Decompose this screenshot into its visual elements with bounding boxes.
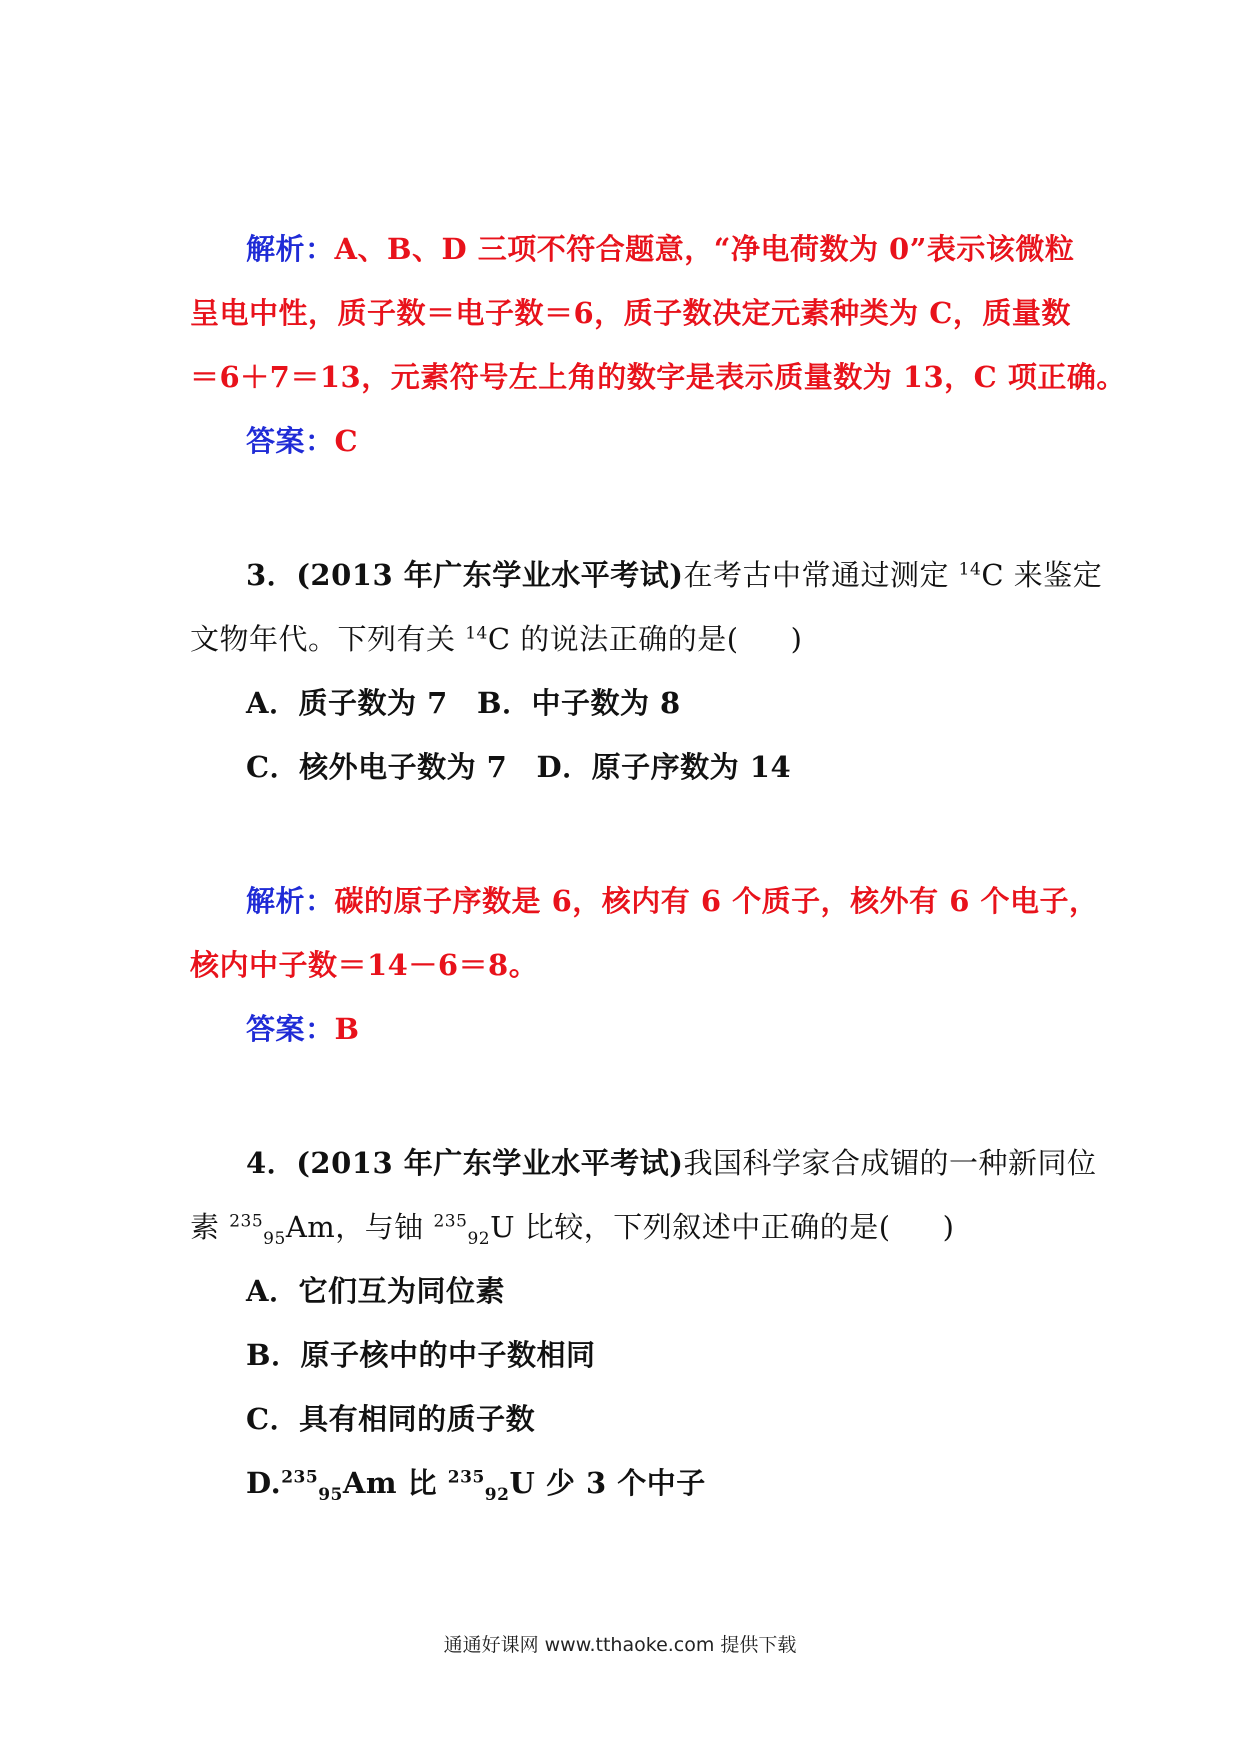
option-d: D．原子序数为 14 xyxy=(536,750,792,784)
answer-value: C xyxy=(334,424,359,458)
q4-option-c xyxy=(246,1401,535,1437)
close-paren: ) xyxy=(790,622,803,656)
element-symbol: C xyxy=(487,622,511,656)
analysis-text: 碳的原子序数是 6，核内有 6 个质子，核外有 6 个电子， xyxy=(334,884,1099,918)
answer-label: 答案： xyxy=(246,424,335,458)
q4-option-d xyxy=(246,1465,706,1505)
q4-stem-line-2 xyxy=(190,1209,955,1249)
analysis-label: 解析： xyxy=(246,232,335,266)
option-c-text: C．具有相同的质子数 xyxy=(246,1402,536,1436)
u-mass-number: 235 xyxy=(433,1211,468,1232)
answer-value: B xyxy=(334,1012,360,1046)
q4-option-b xyxy=(246,1337,596,1373)
option-d-mid: 比 xyxy=(397,1466,448,1500)
uranium-nuclide xyxy=(447,1465,536,1505)
am-atomic-number: 95 xyxy=(318,1484,343,1505)
q3-options-cd xyxy=(246,749,791,785)
stem-text: 素 xyxy=(190,1210,230,1244)
close-paren: ) xyxy=(942,1210,955,1244)
q3-answer xyxy=(246,1011,360,1047)
q2-analysis-line-3: ＝6＋7＝13，元素符号左上角的数字是表示质量数为 13，C 项正确。 xyxy=(190,360,1126,394)
question-number: 4． xyxy=(246,1146,297,1180)
mass-number: 14 xyxy=(465,623,488,644)
stem-text: ，与铀 xyxy=(335,1210,434,1244)
option-d-tail: 少 3 个中子 xyxy=(535,1466,706,1500)
u-symbol: U xyxy=(509,1466,536,1500)
stem-text: 我国科学家合成镅的一种新同位 xyxy=(683,1146,1097,1180)
u-atomic-number: 92 xyxy=(484,1484,510,1505)
u-symbol: U xyxy=(490,1210,516,1244)
q2-analysis-line-2: 呈电中性，质子数＝电子数＝6，质子数决定元素种类为 C，质量数 xyxy=(190,296,1071,330)
q4-stem-line-1 xyxy=(246,1145,1096,1181)
question-source: (2013 年广东学业水平考试) xyxy=(296,558,684,592)
analysis-label: 解析： xyxy=(246,884,335,918)
u-mass-number: 235 xyxy=(447,1467,485,1488)
q3-analysis-line-1 xyxy=(246,883,1099,919)
option-a-text: A．它们互为同位素 xyxy=(246,1274,506,1308)
answer-label: 答案： xyxy=(246,1012,335,1046)
option-d-label: D. xyxy=(246,1466,282,1500)
page-footer: 通通好课网 www.tthaoke.com 提供下载 xyxy=(443,1634,797,1656)
am-atomic-number: 95 xyxy=(263,1228,286,1249)
americium-nuclide xyxy=(281,1465,398,1505)
u-atomic-number: 92 xyxy=(467,1228,491,1249)
stem-tail: 的说法正确的是( xyxy=(510,622,739,656)
q3-options-ab xyxy=(246,685,681,721)
option-a: A．质子数为 7 xyxy=(246,686,448,720)
option-c: C．核外电子数为 7 xyxy=(246,750,508,784)
stem-tail: 来鉴定 xyxy=(1004,558,1103,592)
element-symbol: C xyxy=(981,558,1005,592)
stem-tail: 比较，下列叙述中正确的是( xyxy=(515,1210,891,1244)
q3-stem-line-2 xyxy=(190,621,802,657)
uranium-nuclide xyxy=(433,1209,516,1249)
stem-text: 文物年代。下列有关 xyxy=(190,622,466,656)
am-mass-number: 235 xyxy=(229,1211,264,1232)
q4-option-a xyxy=(246,1273,505,1309)
analysis-text: A、B、D 三项不符合题意，“净电荷数为 0”表示该微粒 xyxy=(334,232,1075,266)
mass-number: 14 xyxy=(958,559,982,580)
question-source: (2013 年广东学业水平考试) xyxy=(296,1146,684,1180)
question-number: 3． xyxy=(246,558,297,592)
q2-analysis-line-1 xyxy=(246,231,1074,267)
am-symbol: Am xyxy=(342,1466,398,1500)
q3-analysis-line-2: 核内中子数＝14－6＝8。 xyxy=(190,948,539,982)
americium-nuclide xyxy=(229,1209,336,1249)
stem-text: 在考古中常通过测定 xyxy=(683,558,959,592)
am-symbol: Am xyxy=(285,1210,336,1244)
q3-stem-line-1 xyxy=(246,557,1102,593)
option-b: B．中子数为 8 xyxy=(476,686,681,720)
am-mass-number: 235 xyxy=(281,1467,319,1488)
option-b-text: B．原子核中的中子数相同 xyxy=(246,1338,596,1372)
q2-answer xyxy=(246,423,358,459)
